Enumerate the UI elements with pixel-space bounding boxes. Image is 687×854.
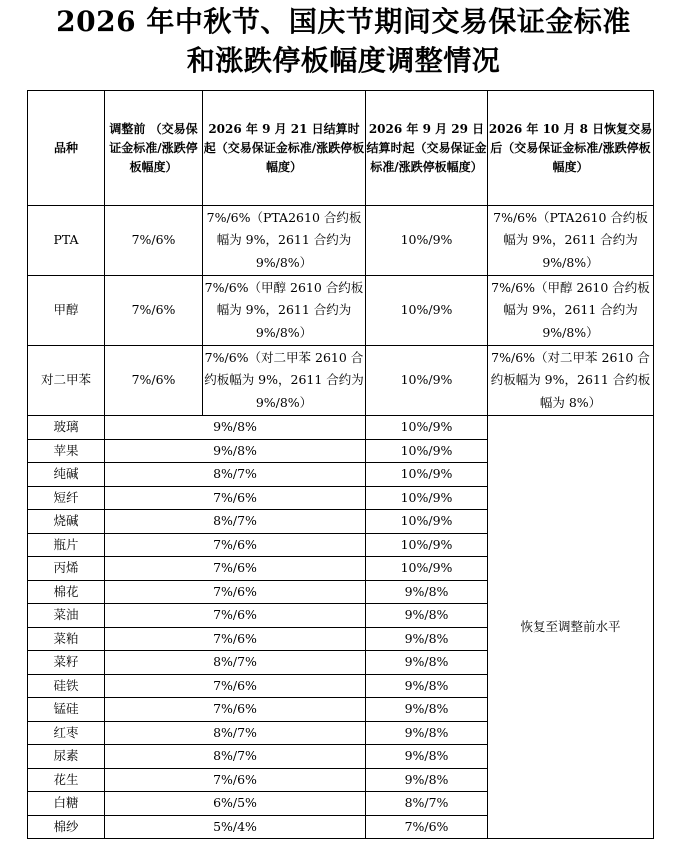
before-cell: 7%/6% (105, 276, 203, 346)
sep21-cell: 9%/8% (105, 416, 366, 440)
sep21-cell: 7%/6%（PTA2610 合约板幅为 9%，2611 合约为 9%/8%） (203, 206, 366, 276)
page-title-line-2: 和涨跌停板幅度调整情况 (186, 44, 501, 77)
table-row (28, 346, 654, 416)
sep21-cell: 7%/6% (105, 674, 366, 698)
variety-cell: 尿素 (28, 745, 105, 769)
table-row (28, 276, 654, 346)
oct8-cell: 7%/6%（对二甲苯 2610 合约板幅为 9%，2611 合约板幅为 8%） (488, 346, 654, 416)
sep21-cell: 9%/8% (105, 439, 366, 463)
sep29-cell: 9%/8% (366, 745, 488, 769)
sep29-cell: 10%/9% (366, 346, 488, 416)
sep21-cell: 8%/7% (105, 651, 366, 675)
sep29-cell: 10%/9% (366, 463, 488, 487)
sep29-cell: 9%/8% (366, 627, 488, 651)
sep21-cell: 7%/6% (105, 533, 366, 557)
variety-cell: 棉纱 (28, 815, 105, 839)
sep21-cell: 7%/6% (105, 486, 366, 510)
sep29-cell: 10%/9% (366, 510, 488, 534)
sep29-cell: 10%/9% (366, 416, 488, 440)
sep29-cell: 8%/7% (366, 792, 488, 816)
variety-cell: 硅铁 (28, 674, 105, 698)
restore-cell: 恢复至调整前水平 (488, 416, 654, 839)
variety-cell: 短纤 (28, 486, 105, 510)
variety-cell: 纯碱 (28, 463, 105, 487)
sep29-cell: 10%/9% (366, 276, 488, 346)
sep29-cell: 9%/8% (366, 721, 488, 745)
before-cell: 7%/6% (105, 346, 203, 416)
variety-cell: 丙烯 (28, 557, 105, 581)
sep29-cell: 9%/8% (366, 674, 488, 698)
variety-cell: 对二甲苯 (28, 346, 105, 416)
variety-cell: 白糖 (28, 792, 105, 816)
sep29-cell: 9%/8% (366, 604, 488, 628)
sep29-cell: 9%/8% (366, 768, 488, 792)
variety-cell: 玻璃 (28, 416, 105, 440)
header-from-sep21: 2026 年 9 月 21 日结算时起（交易保证金标准/涨跌停板幅度） (203, 91, 366, 206)
sep21-cell: 8%/7% (105, 510, 366, 534)
sep21-cell: 7%/6% (105, 604, 366, 628)
sep21-cell: 7%/6%（甲醇 2610 合约板幅为 9%，2611 合约为 9%/8%） (203, 276, 366, 346)
variety-cell: 甲醇 (28, 276, 105, 346)
sep21-cell: 7%/6% (105, 627, 366, 651)
oct8-cell: 7%/6%（甲醇 2610 合约板幅为 9%，2611 合约为 9%/8%） (488, 276, 654, 346)
sep21-cell: 7%/6% (105, 580, 366, 604)
sep29-cell: 7%/6% (366, 815, 488, 839)
table-body (28, 206, 654, 839)
sep29-cell: 10%/9% (366, 533, 488, 557)
before-cell: 7%/6% (105, 206, 203, 276)
sep29-cell: 9%/8% (366, 651, 488, 675)
oct8-cell: 7%/6%（PTA2610 合约板幅为 9%，2611 合约为 9%/8%） (488, 206, 654, 276)
variety-cell: 红枣 (28, 721, 105, 745)
header-variety: 品种 (28, 91, 105, 206)
variety-cell: 菜油 (28, 604, 105, 628)
table-row (28, 416, 654, 440)
header-after-oct8: 2026 年 10 月 8 日恢复交易后（交易保证金标准/涨跌停板幅度） (488, 91, 654, 206)
sep21-cell: 6%/5% (105, 792, 366, 816)
variety-cell: PTA (28, 206, 105, 276)
page-title-line-1: 2026 年中秋节、国庆节期间交易保证金标准 (56, 5, 631, 38)
sep29-cell: 10%/9% (366, 206, 488, 276)
sep21-cell: 7%/6% (105, 768, 366, 792)
sep29-cell: 9%/8% (366, 698, 488, 722)
variety-cell: 锰硅 (28, 698, 105, 722)
header-from-sep29: 2026 年 9 月 29 日结算时起（交易保证金标准/涨跌停板幅度） (366, 91, 488, 206)
table-row (28, 206, 654, 276)
sep29-cell: 10%/9% (366, 439, 488, 463)
sep21-cell: 7%/6%（对二甲苯 2610 合约板幅为 9%，2611 合约为 9%/8%） (203, 346, 366, 416)
variety-cell: 菜粕 (28, 627, 105, 651)
sep21-cell: 8%/7% (105, 463, 366, 487)
variety-cell: 瓶片 (28, 533, 105, 557)
margin-limit-table (27, 90, 654, 839)
sep29-cell: 10%/9% (366, 557, 488, 581)
variety-cell: 菜籽 (28, 651, 105, 675)
sep29-cell: 10%/9% (366, 486, 488, 510)
sep21-cell: 7%/6% (105, 557, 366, 581)
variety-cell: 棉花 (28, 580, 105, 604)
sep29-cell: 9%/8% (366, 580, 488, 604)
sep21-cell: 8%/7% (105, 745, 366, 769)
variety-cell: 苹果 (28, 439, 105, 463)
variety-cell: 花生 (28, 768, 105, 792)
sep21-cell: 5%/4% (105, 815, 366, 839)
header-before: 调整前 （交易保证金标准/涨跌停板幅度） (105, 91, 203, 206)
sep21-cell: 7%/6% (105, 698, 366, 722)
sep21-cell: 8%/7% (105, 721, 366, 745)
variety-cell: 烧碱 (28, 510, 105, 534)
